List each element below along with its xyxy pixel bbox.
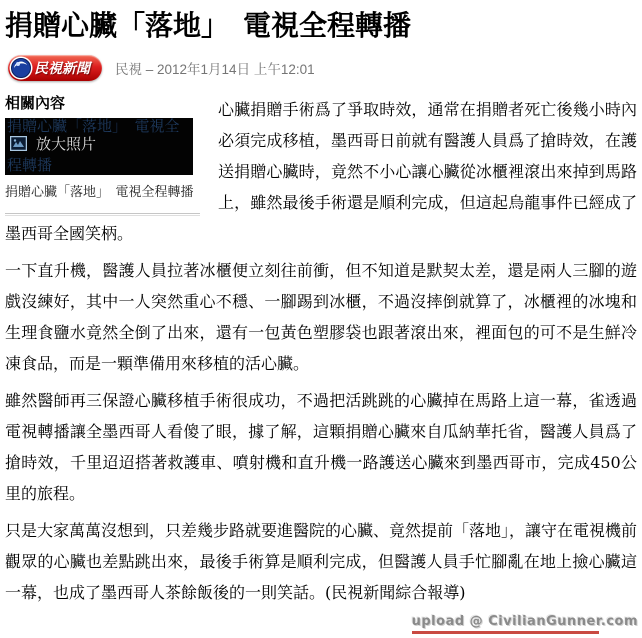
thumbnail-title: 捐贈心臟「落地」 電視全程轉播 — [7, 118, 180, 174]
enlarge-photo-link[interactable] — [10, 133, 96, 154]
enlarge-photo-icon — [10, 136, 27, 151]
ftv-logo-globe-icon — [9, 56, 33, 80]
page-title: 捐贈心臟「落地」 電視全程轉播 — [5, 9, 412, 42]
source-row — [8, 54, 642, 82]
watermark — [412, 614, 642, 634]
article-paragraph-3: 雖然醫師再三保證心臟移植手術很成功，不過把活跳跳的心臟掉在馬路上這一幕，雀透過電視轉播讓全墨西哥人看傻了眼，據了解，這顆捐贈心臟來自瓜納華托省，醫護人員爲了搶時效，千里迢迢搭著救護車、噴射機和直升機一路護送心臟來到墨西哥市，完成450公里的旅程。 — [5, 391, 637, 503]
ftv-logo-text: 民視新聞 — [34, 60, 90, 76]
article-content — [5, 94, 637, 608]
byline: 民視 – 2012年1月14日 上午12:01 — [115, 62, 315, 77]
article-paragraph-2: 一下直升機，醫護人員拉著冰櫃便立刻往前衝，但不知道是默契太差，還是兩人三腳的遊戲沒練好，其中一人突然重心不穩、一腳踢到冰櫃，不過沒摔倒就算了，冰櫃裡的冰塊和生理食鹽水竟然全倒了出來，還有一包黃色塑膠袋也跟著滾出來，裡面包的可不是生鮮冷凍食品，而是一顆準備用來移植的活心臟。 — [5, 261, 637, 373]
video-thumbnail[interactable] — [5, 118, 193, 175]
watermark-underline — [412, 631, 599, 634]
sidebar-divider — [5, 213, 200, 216]
enlarge-photo-label: 放大照片 — [36, 135, 97, 153]
related-content-panel — [5, 94, 205, 216]
thumbnail-caption: 捐贈心臟「落地」 電視全程轉播 — [5, 185, 194, 200]
related-heading: 相關內容 — [5, 94, 66, 112]
article-paragraph-1: 心臟捐贈手術爲了爭取時效，通常在捐贈者死亡後幾小時內必須完成移植，墨西哥日前就有醫護人員爲了搶時效，在護送捐贈心臟時，竟然不小心讓心臟從冰櫃裡滾出來掉到馬路上，雖然最後手術還是順利完成，但這起烏龍事件已經成了墨西哥全國笑柄。 — [5, 100, 637, 243]
ftv-news-logo[interactable] — [8, 55, 102, 81]
article-paragraph-4: 只是大家萬萬沒想到，只差幾步路就要進醫院的心臟、竟然提前「落地」，讓守在電視機前觀眾的心臟也差點跳出來，最後手術算是順利完成，但醫護人員手忙腳亂在地上撿心臟這一幕，也成了墨西哥人茶餘飯後的一則笑話。(民視新聞綜合報導) — [5, 521, 638, 602]
watermark-text: upload @ CivilianGunner.com — [411, 614, 638, 629]
